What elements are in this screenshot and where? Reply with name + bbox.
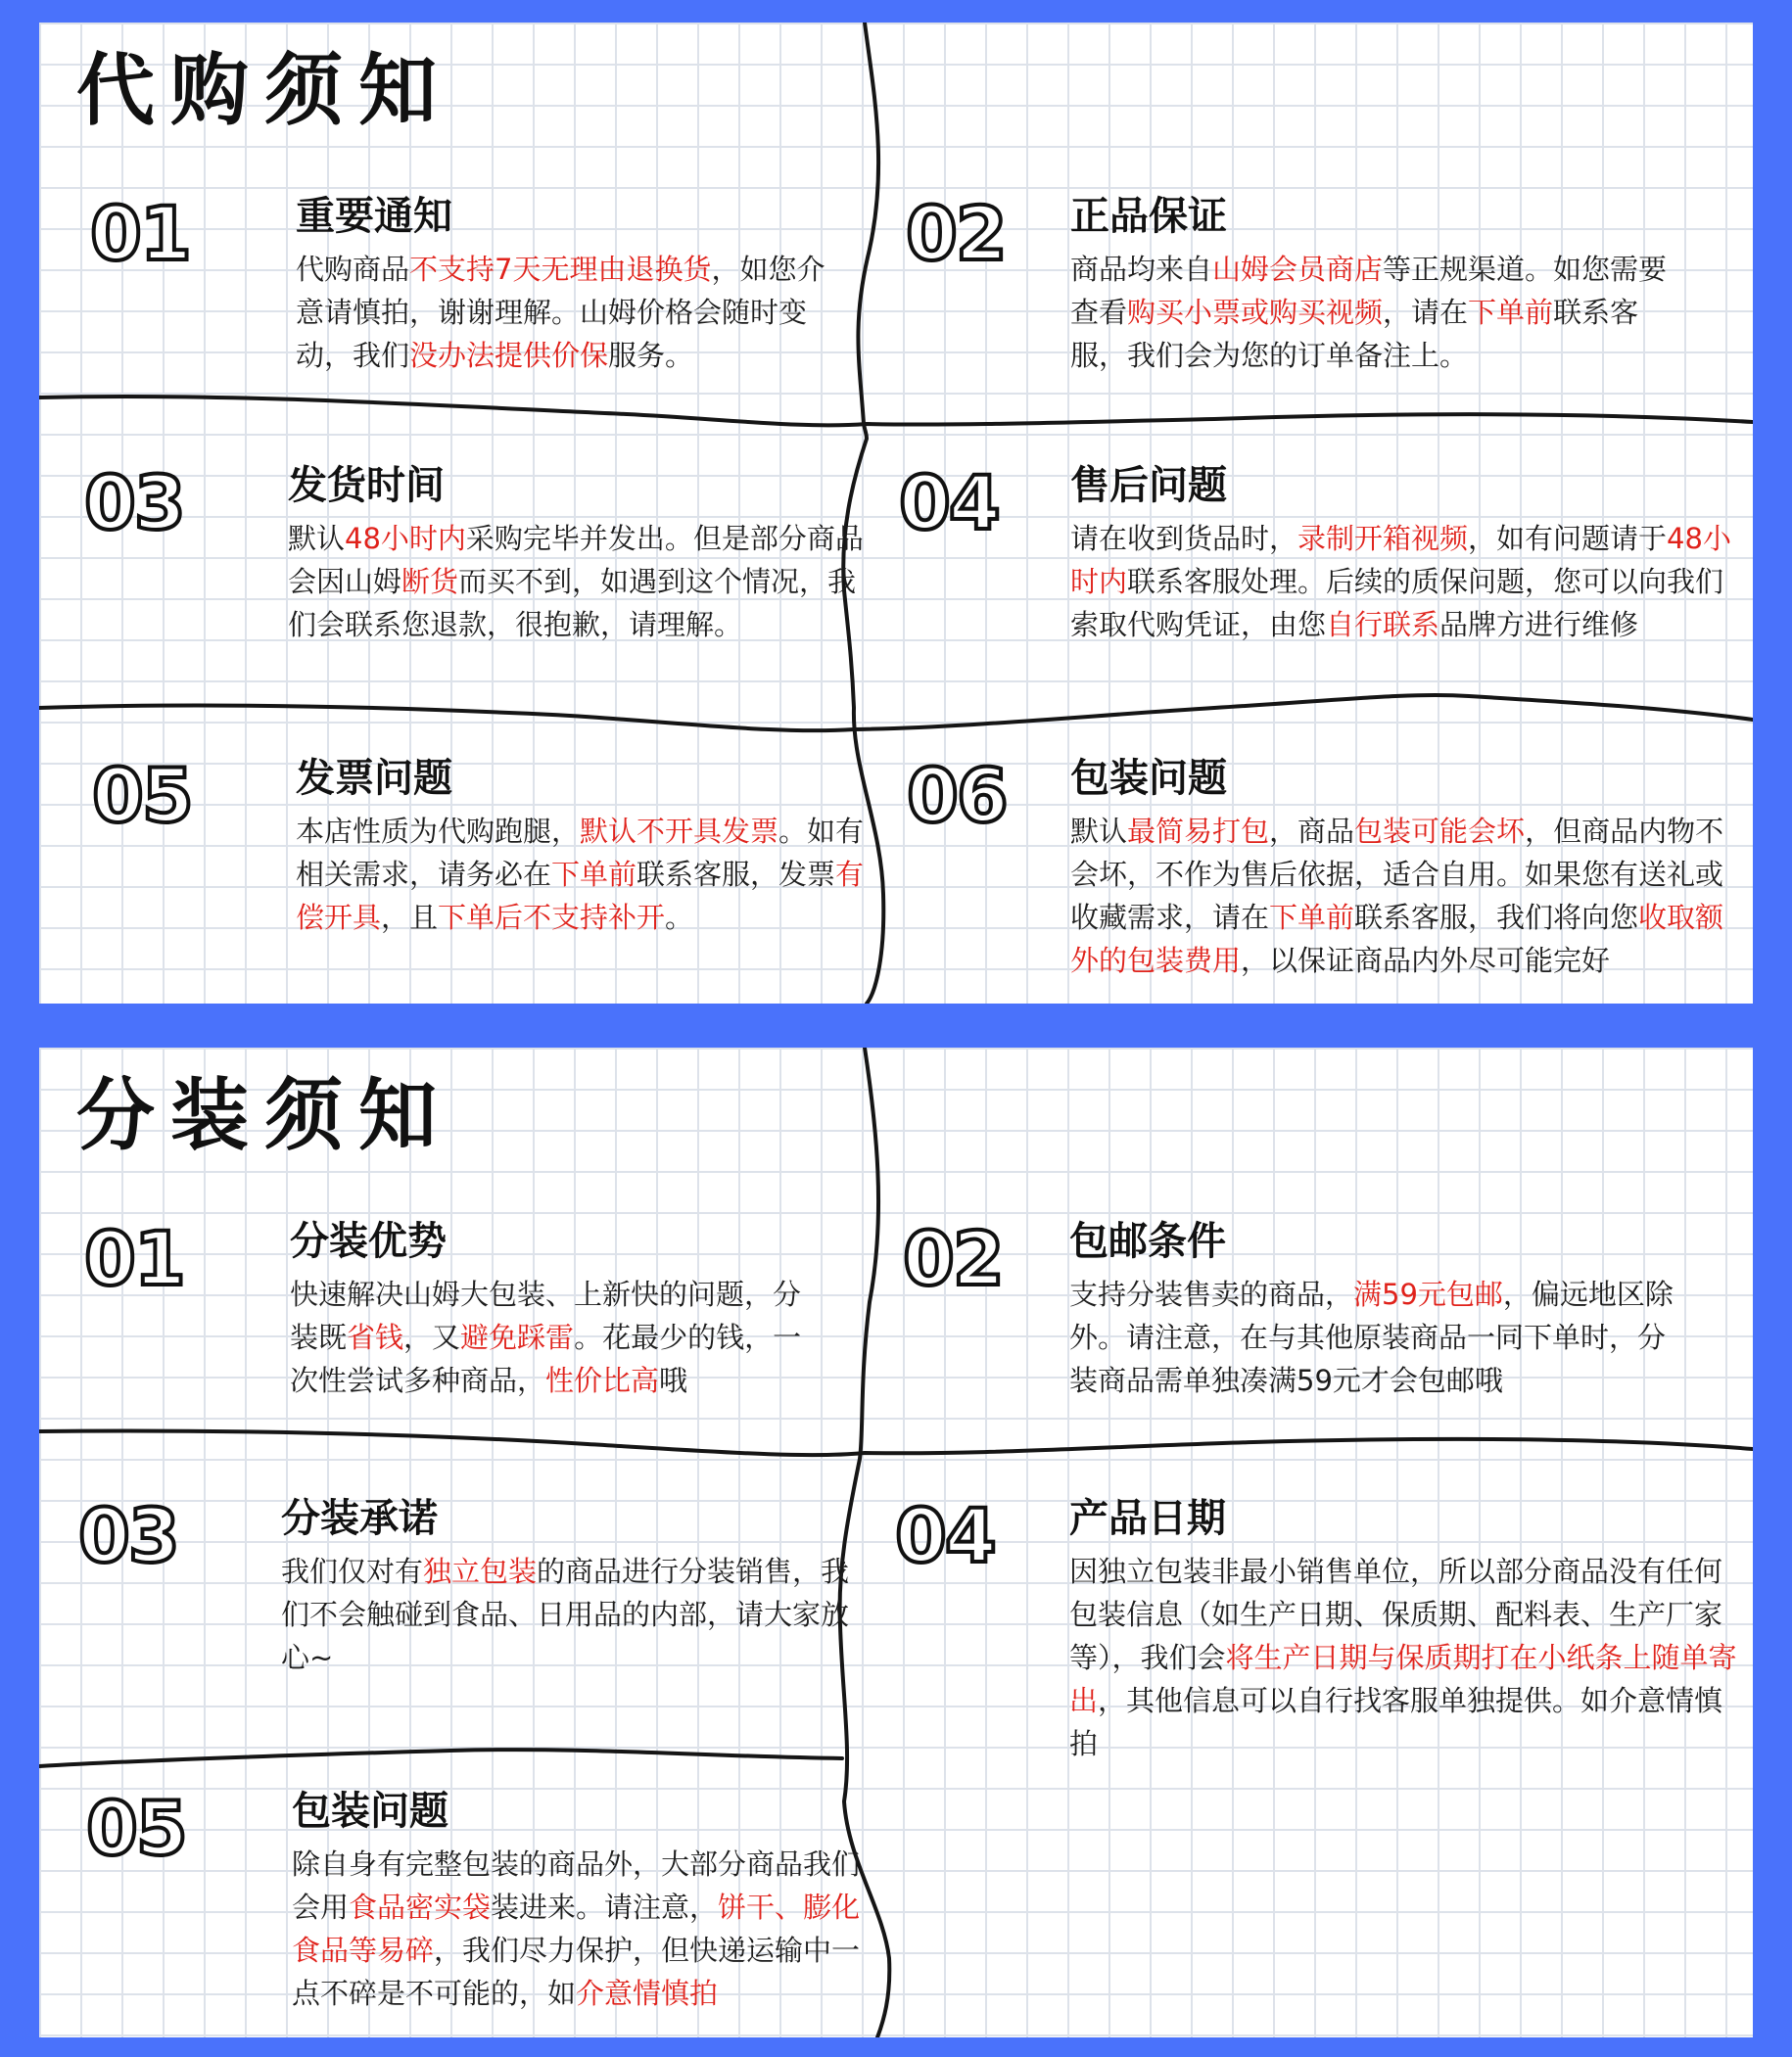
- section-title: 分装须知: [76, 1070, 452, 1161]
- card-number: 03: [78, 1492, 178, 1579]
- body-text: ，其他信息可以自行找客服单独提供。如介意情慎拍: [1069, 1684, 1723, 1760]
- card-body: [1070, 248, 1679, 377]
- body-text: 请在收到货品时，: [1070, 522, 1298, 555]
- highlight-text: 下单前: [551, 858, 637, 891]
- highlight-text: 下单前: [1269, 901, 1355, 934]
- card-body: [290, 1273, 819, 1402]
- card-body: [1069, 1273, 1690, 1402]
- body-text: 。花最少的钱，一次性尝试多种商品，: [290, 1321, 802, 1397]
- highlight-text: 没办法提供价保: [409, 339, 609, 372]
- highlight-text: 省钱: [347, 1321, 404, 1354]
- highlight-text: 收取额外的包装费用: [1070, 901, 1724, 977]
- card-title: 产品日期: [1069, 1496, 1226, 1541]
- highlight-text: 饼干、膨化食品等易碎: [292, 1891, 861, 1967]
- highlight-text: 包装可能会坏: [1354, 815, 1526, 848]
- body-text: 快速解决山姆大包装、上新快的问题，分装既: [290, 1278, 802, 1354]
- card-number: 04: [895, 1492, 995, 1579]
- body-text: 服务。: [608, 339, 694, 372]
- body-text: ，且: [381, 901, 439, 934]
- highlight-text: 录制开箱视频: [1297, 522, 1469, 555]
- body-text: 联系客服，发票: [637, 858, 836, 891]
- body-text: ，以保证商品内外尽可能完好: [1241, 944, 1611, 977]
- body-text: ，偏远地区除外。请注意，在与其他原装商品一同下单时，分装商品需单独凑满59元才会包邮哦: [1069, 1278, 1674, 1397]
- card-body: [1069, 1550, 1745, 1765]
- body-text: 因独立包装非最小销售单位，所以部分商品没有任何包装信息（如生产日期、保质期、配料表、生产厂家等），我们会: [1069, 1555, 1723, 1674]
- card-body: [1070, 810, 1741, 982]
- body-text: ，如有问题请于: [1468, 522, 1668, 555]
- card-title: 分装优势: [290, 1219, 447, 1264]
- body-text: ，商品: [1269, 815, 1355, 848]
- card-title: 发货时间: [288, 463, 445, 508]
- body-text: 支持分装售卖的商品，: [1069, 1278, 1354, 1311]
- highlight-text: 介意情慎拍: [576, 1977, 719, 2010]
- highlight-text: 独立包装: [423, 1555, 538, 1588]
- highlight-text: 48小时内: [345, 522, 466, 555]
- card-number: 03: [84, 459, 184, 546]
- card-body: [288, 517, 868, 646]
- card-number: 06: [907, 752, 1007, 839]
- body-text: 联系客服，我们会为您的订单备注上。: [1070, 296, 1639, 372]
- highlight-text: 断货: [401, 565, 459, 598]
- highlight-text: 性价比高: [545, 1364, 660, 1397]
- body-text: 商品均来自: [1070, 253, 1213, 286]
- body-text: ，我们尽力保护，但快递运输中一点不碎是不可能的，如: [292, 1934, 861, 2010]
- body-text: 。如有相关需求，请务必在: [296, 815, 865, 891]
- card-body: [1070, 517, 1741, 646]
- body-text: 的商品进行分装销售，我们不会触碰到食品、日用品的内部，请大家放心~: [281, 1555, 850, 1674]
- card-number: 02: [903, 1215, 1003, 1302]
- highlight-text: 默认不开具发票: [580, 815, 779, 848]
- card-title: 分装承诺: [281, 1496, 438, 1541]
- highlight-text: 下单前: [1468, 296, 1554, 329]
- highlight-text: 购买小票或购买视频: [1127, 296, 1384, 329]
- body-text: 默认: [288, 522, 346, 555]
- highlight-text: 不支持7天无理由退换货: [409, 253, 712, 286]
- card-title: 包邮条件: [1069, 1219, 1226, 1264]
- body-text: 。: [665, 901, 694, 934]
- body-text: 等正规渠道。如您需要查看: [1070, 253, 1668, 329]
- body-text: 采购完毕并发出。但是部分商品会因山姆: [288, 522, 864, 598]
- body-text: 品牌方进行维修: [1439, 608, 1639, 641]
- body-text: 哦: [659, 1364, 688, 1397]
- body-text: 装进来。请注意，: [491, 1891, 719, 1924]
- card-title: 售后问题: [1070, 463, 1227, 508]
- highlight-text: 最简易打包: [1127, 815, 1270, 848]
- body-text: 我们仅对有: [281, 1555, 424, 1588]
- card-number: 05: [92, 752, 192, 839]
- highlight-text: 下单后不支持补开: [438, 901, 666, 934]
- repack-notice-panel: [39, 1048, 1753, 2037]
- body-text: 除自身有完整包装的商品外，大部分商品我们会用: [292, 1847, 861, 1924]
- highlight-text: 食品密实袋: [349, 1891, 492, 1924]
- body-text: 代购商品: [296, 253, 410, 286]
- card-body: [296, 248, 834, 377]
- card-number: 01: [84, 1215, 184, 1302]
- highlight-text: 48小时内: [1070, 522, 1731, 598]
- card-title: 包装问题: [292, 1789, 448, 1834]
- highlight-text: 山姆会员商店: [1212, 253, 1384, 286]
- section-title: 代购须知: [76, 45, 452, 136]
- card-body: [296, 810, 875, 939]
- card-body: [281, 1550, 861, 1679]
- card-title: 发票问题: [296, 756, 452, 801]
- highlight-text: 避免踩雷: [460, 1321, 575, 1354]
- card-title: 正品保证: [1070, 194, 1227, 239]
- body-text: ，但商品内物不会坏，不作为售后依据，适合自用。如果您有送礼或收藏需求，请在: [1070, 815, 1724, 934]
- body-text: 本店性质为代购跑腿，: [296, 815, 581, 848]
- card-title: 重要通知: [296, 194, 452, 239]
- card-number: 05: [86, 1785, 186, 1872]
- highlight-text: 自行联系: [1326, 608, 1440, 641]
- card-number: 04: [899, 459, 999, 546]
- body-text: ，如您介意请慎拍，谢谢理解。山姆价格会随时变动，我们: [296, 253, 825, 372]
- card-body: [292, 1843, 872, 2015]
- body-text: 联系客服处理。后续的质保问题，您可以向我们索取代购凭证，由您: [1070, 565, 1724, 641]
- body-text: 而买不到，如遇到这个情况，我们会联系您退款，很抱歉，请理解。: [288, 565, 857, 641]
- purchase-notice-panel: [39, 23, 1753, 1004]
- highlight-text: 满59元包邮: [1353, 1278, 1503, 1311]
- card-title: 包装问题: [1070, 756, 1227, 801]
- body-text: ，又: [403, 1321, 461, 1354]
- card-number: 02: [906, 190, 1006, 277]
- highlight-text: 将生产日期与保质期打在小纸条上随单寄出: [1069, 1641, 1737, 1717]
- card-number: 01: [90, 190, 190, 277]
- body-text: ，请在: [1383, 296, 1469, 329]
- body-text: 联系客服，我们将向您: [1354, 901, 1639, 934]
- highlight-text: 有偿开具: [296, 858, 865, 934]
- body-text: 默认: [1070, 815, 1128, 848]
